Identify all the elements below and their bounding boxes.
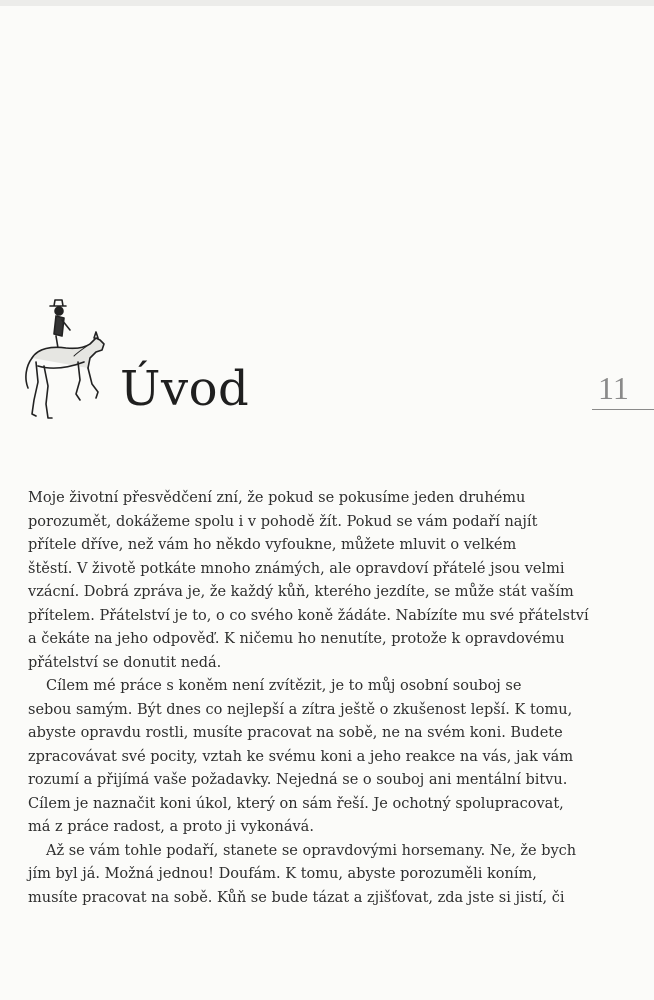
text-line: vzácní. Dobrá zpráva je, že každý kůň, kterého jezdíte, se může stát vaším bbox=[28, 584, 574, 600]
horse-and-rider-icon bbox=[18, 296, 112, 424]
text-line: má z práce radost, a proto ji vykonává. bbox=[28, 819, 314, 835]
body-text bbox=[28, 487, 589, 910]
paragraph-1 bbox=[28, 487, 589, 675]
text-line: a čekáte na jeho odpověď. K ničemu ho nenutíte, protože k opravdovému bbox=[28, 631, 565, 647]
text-line: Až se vám tohle podaří, stanete se opravdovými horsemany. Ne, že bych bbox=[46, 842, 577, 859]
chapter-title: Úvod bbox=[120, 361, 250, 417]
text-line: Cílem je naznačit koni úkol, který on sám řeší. Je ochotný spolupracovat, bbox=[28, 795, 564, 812]
text-line: přátelství se donutit nedá. bbox=[28, 654, 222, 671]
text-line: sebou samým. Být dnes co nejlepší a zítra ještě o zkušenost lepší. K tomu, bbox=[28, 701, 573, 718]
text-line: zpracovávat své pocity, vztah ke svému koni a jeho reakce na vás, jak vám bbox=[28, 748, 574, 765]
page-number: 11 bbox=[598, 370, 629, 406]
text-line: Cílem mé práce s koněm není zvítězit, je to můj osobní souboj se bbox=[46, 678, 522, 694]
text-line: Moje životní přesvědčení zní, že pokud se pokusíme jeden druhému bbox=[28, 490, 526, 506]
text-line: přítele dříve, než vám ho někdo vyfoukne, můžete mluvit o velkém bbox=[28, 537, 517, 553]
text-line: musíte pracovat na sobě. Kůň se bude tázat a zjišťovat, zda jste si jistí, či bbox=[28, 889, 565, 906]
page-number-rule bbox=[592, 409, 654, 410]
paragraph-2 bbox=[28, 675, 573, 840]
text-line: abyste opravdu rostli, musíte pracovat na sobě, ne na svém koni. Budete bbox=[28, 725, 563, 741]
page-top-edge bbox=[0, 0, 654, 6]
text-line: přítelem. Přátelství je to, o co svého koně žádáte. Nabízíte mu své přátelství bbox=[28, 607, 589, 624]
text-line: jím byl já. Možná jednou! Doufám. K tomu, abyste porozuměli koním, bbox=[28, 866, 537, 882]
paragraph-3 bbox=[28, 840, 577, 911]
text-line: rozumí a přijímá vaše požadavky. Nejedná se o souboj ani mentální bitvu. bbox=[28, 772, 568, 788]
text-line: štěstí. V životě potkáte mnoho známých, ale opravdoví přátelé jsou velmi bbox=[28, 560, 565, 577]
text-line: porozumět, dokážeme spolu i v pohodě žít. Pokud se vám podaří najít bbox=[28, 513, 538, 530]
